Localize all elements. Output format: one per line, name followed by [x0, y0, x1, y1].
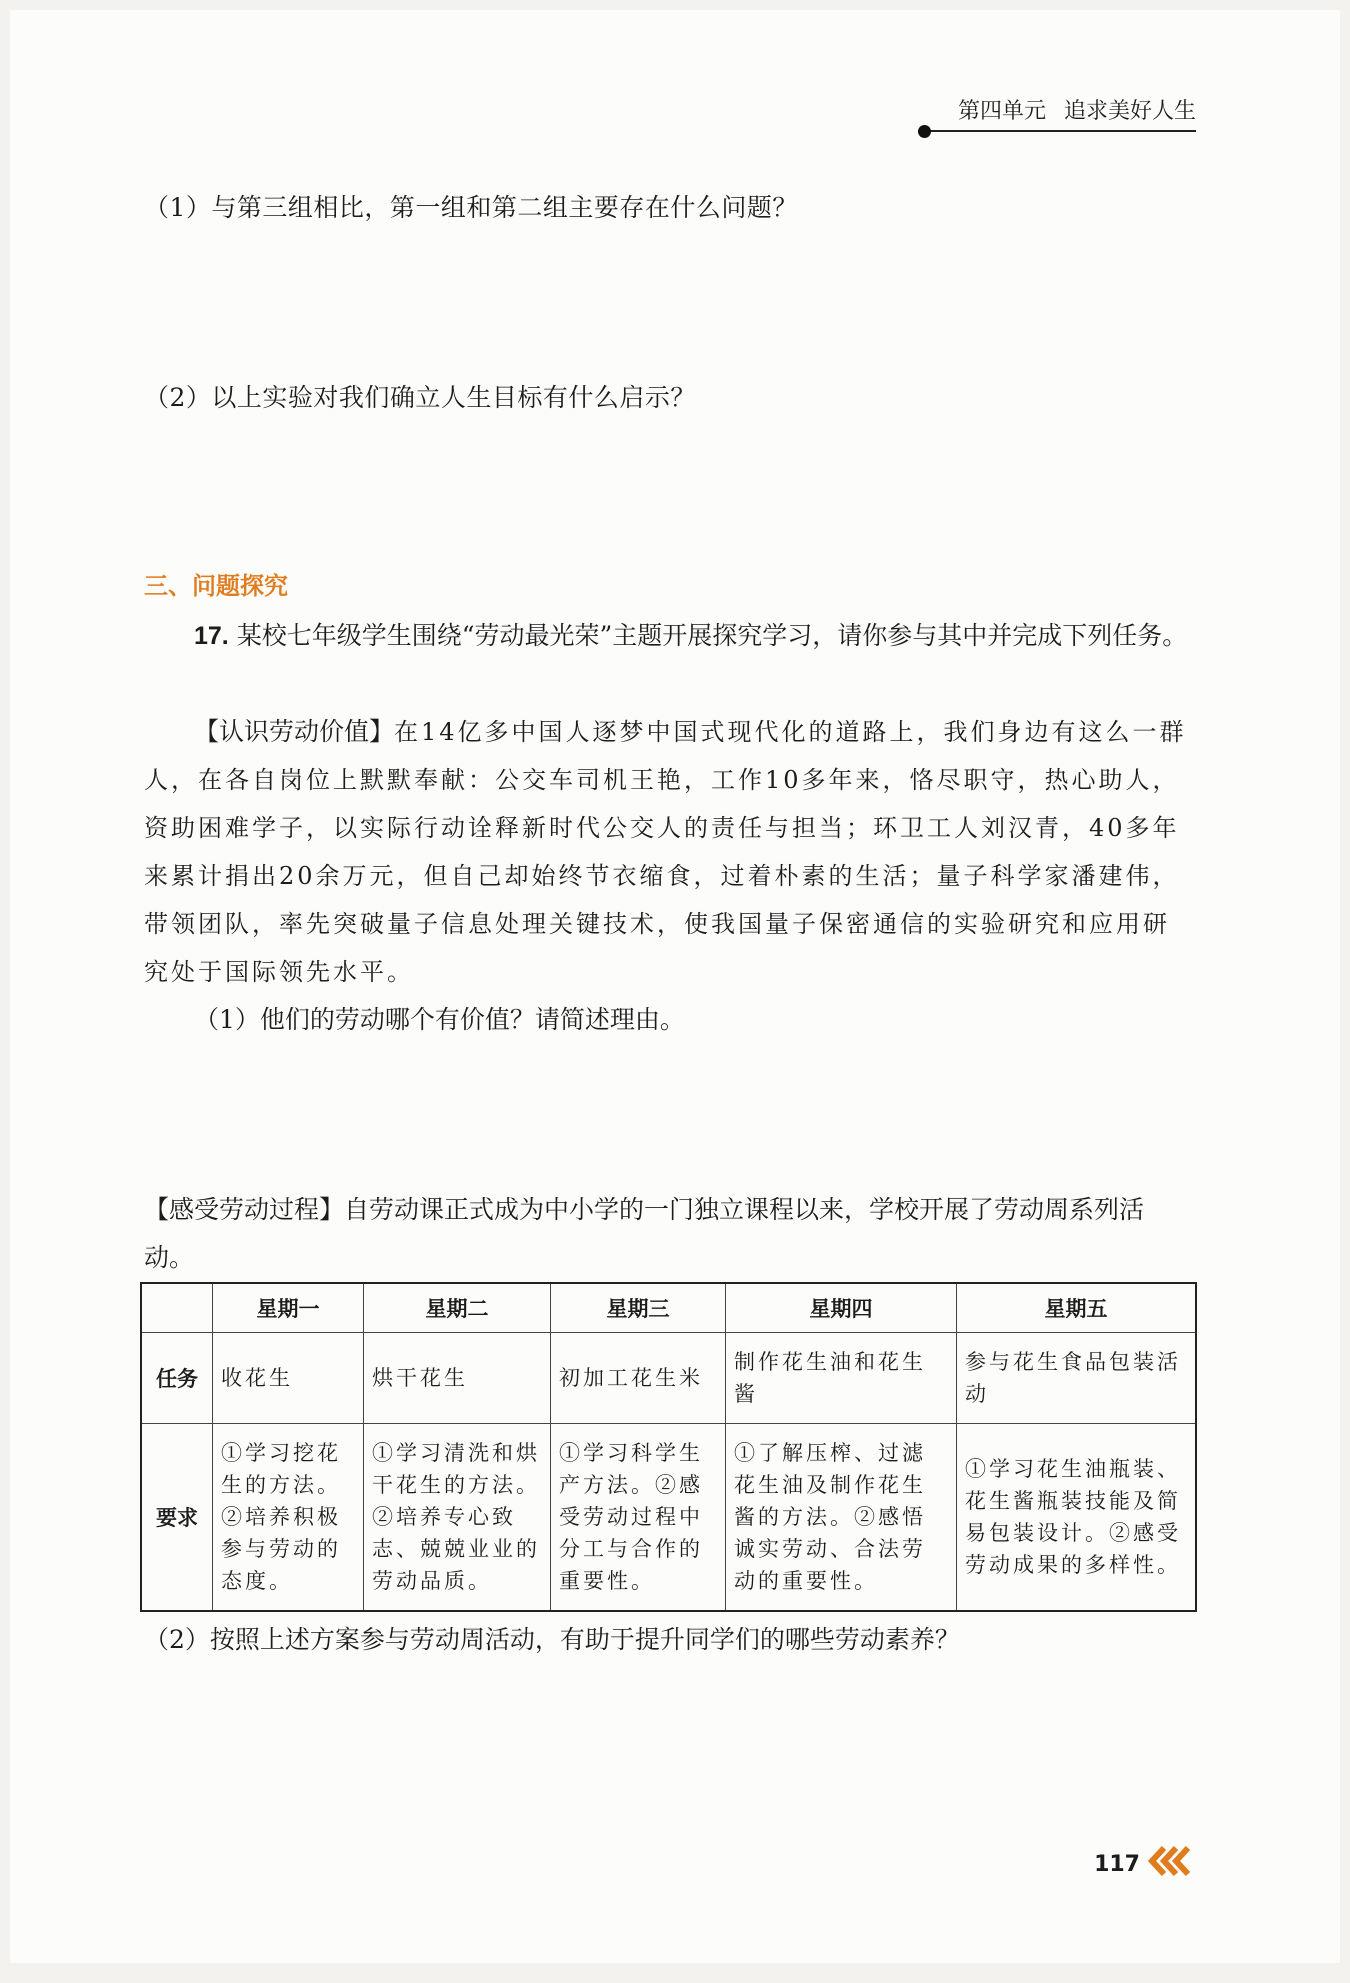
question-17-stem [144, 612, 1194, 660]
material-2-text: 自劳动课正式成为中小学的一门独立课程以来，学校开展了劳动周系列活动。 [144, 1195, 1145, 1272]
table-row-task [141, 1333, 1196, 1424]
question-number: 17. [194, 622, 229, 650]
unit-title: 追求美好人生 [1063, 99, 1196, 124]
table-cell: ①学习清洗和烘干花生的方法。②培养专心致志、兢兢业业的劳动品质。 [364, 1424, 551, 1612]
section-title: 三、问题探究 [144, 572, 288, 600]
table-cell: ①了解压榨、过滤花生油及制作花生酱的方法。②感悟诚实劳动、合法劳动的重要性。 [726, 1424, 957, 1612]
table-cell: 制作花生油和花生酱 [726, 1333, 957, 1424]
unit-header [918, 94, 1196, 132]
table-header-cell: 星期一 [213, 1283, 364, 1333]
labor-week-table [140, 1282, 1197, 1612]
material-2 [144, 1186, 1194, 1282]
unit-label: 第四单元 [957, 99, 1046, 124]
table-cell: 烘干花生 [364, 1333, 551, 1424]
table-header-cell: 星期三 [551, 1283, 726, 1333]
material-1-text: 在14亿多中国人逐梦中国式现代化的道路上，我们身边有这么一群人，在各自岗位上默默奉献：公交车司机王艳，工作10多年来，恪尽职守，热心助人，资助困难学子，以实际行动诠释新时代公交人的责任与担当；环卫工人刘汉青，40多年来累计捐出20余万元，但自己却始终节衣缩食，过着朴素的生活；量子科学家潘建伟，带领团队，率先突破量子信息处理关键技术，使我国量子保密通信的实验研究和应用研究处于国际领先水平。 [144, 718, 1187, 986]
table-header-corner [141, 1283, 213, 1333]
table-header-cell: 星期二 [364, 1283, 551, 1333]
table-cell: ①学习科学生产方法。②感受劳动过程中分工与合作的重要性。 [551, 1424, 726, 1612]
material-2-label: 【感受劳动过程】 [144, 1195, 345, 1224]
table-header-cell: 星期五 [957, 1283, 1197, 1333]
table-header-cell: 星期四 [726, 1283, 957, 1333]
table-cell: 收花生 [213, 1333, 364, 1424]
double-chevron-left-icon [1148, 1844, 1192, 1878]
textbook-page [10, 10, 1340, 1963]
table-row-requirement [141, 1424, 1196, 1612]
question-16-sub2: （2）以上实验对我们确立人生目标有什么启示？ [144, 383, 696, 412]
bullet-dot-icon [918, 125, 931, 138]
question-17-sub1: （1）他们的劳动哪个有价值？请简述理由。 [194, 1005, 685, 1034]
table-cell: 初加工花生米 [551, 1333, 726, 1424]
row-label-requirement: 要求 [141, 1424, 213, 1612]
table-cell: ①学习挖花生的方法。②培养积极参与劳动的态度。 [213, 1424, 364, 1612]
table-cell: ①学习花生油瓶装、花生酱瓶装技能及简易包装设计。②感受劳动成果的多样性。 [957, 1424, 1197, 1612]
table-header-row [141, 1283, 1196, 1333]
question-16-sub1: （1）与第三组相比，第一组和第二组主要存在什么问题？ [144, 193, 798, 222]
table-cell: 参与花生食品包装活动 [957, 1333, 1197, 1424]
row-label-task: 任务 [141, 1333, 213, 1424]
material-1-label: 【认识劳动价值】 [194, 717, 395, 746]
question-17-text: 某校七年级学生围绕“劳动最光荣”主题开展探究学习，请你参与其中并完成下列任务。 [236, 621, 1188, 650]
question-17-sub2: （2）按照上述方案参与劳动周活动，有助于提升同学们的哪些劳动素养？ [144, 1625, 960, 1654]
material-1 [144, 708, 1194, 996]
page-number: 117 [1094, 1852, 1140, 1877]
